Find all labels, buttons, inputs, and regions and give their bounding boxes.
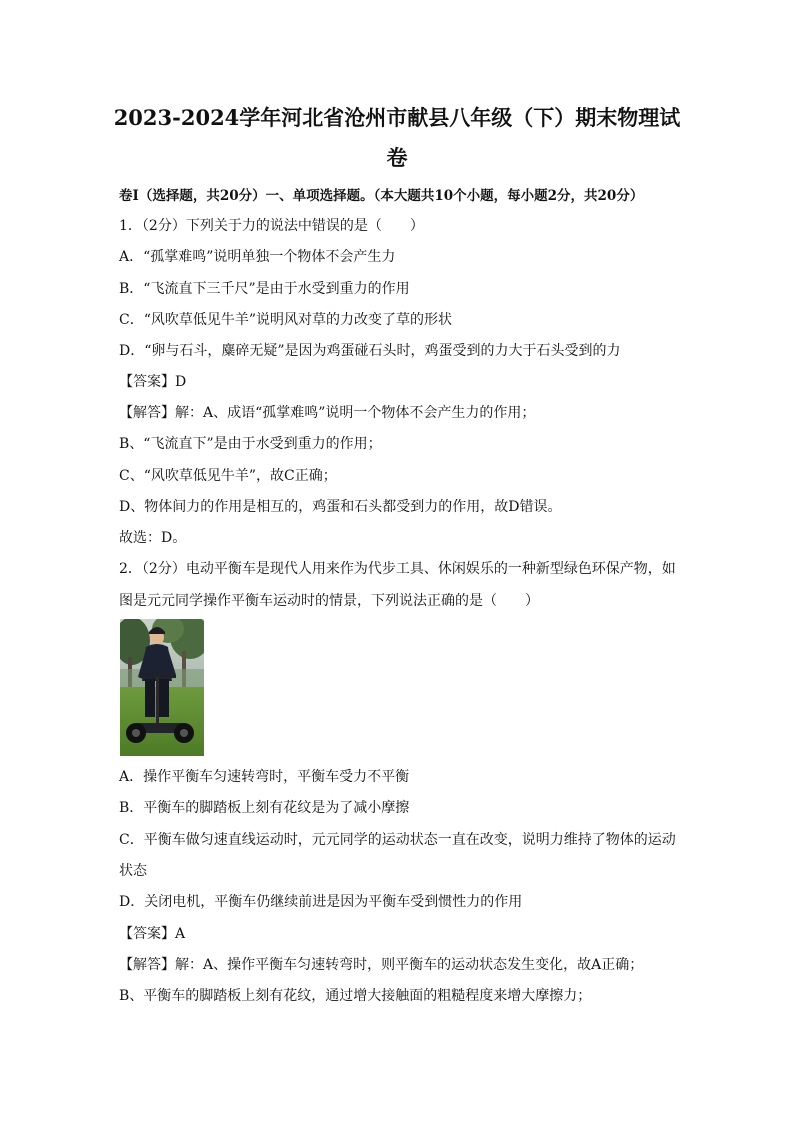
- q1-conclusion: 故选：D。: [119, 530, 187, 546]
- q2-option-c-continued: 状态: [119, 863, 147, 879]
- q2-option-b: B．平衡车的脚踏板上刻有花纹是为了减小摩擦: [119, 800, 410, 816]
- q1-option-a: A．“孤掌难鸣”说明单独一个物体不会产生力: [119, 249, 396, 265]
- q1-analysis-line: B、“飞流直下”是由于水受到重力的作用；: [119, 436, 382, 452]
- q1-stem: 1．（2分）下列关于力的说法中错误的是（ ）: [119, 218, 424, 234]
- segway-photo: [120, 619, 204, 756]
- q2-analysis-line: 【解答】解：A、操作平衡车匀速转弯时，则平衡车的运动状态发生变化，故A正确；: [119, 957, 644, 973]
- q2-option-c: C．平衡车做匀速直线运动时，元元同学的运动状态一直在改变，说明力维持了物体的运动: [119, 832, 676, 848]
- q1-analysis-line: C、“风吹草低见牛羊”，故C正确；: [119, 468, 337, 484]
- q2-stem-continued: 图是元元同学操作平衡车运动时的情景，下列说法正确的是（ ）: [119, 593, 539, 609]
- q2-option-a: A．操作平衡车匀速转弯时，平衡车受力不平衡: [119, 769, 410, 785]
- q2-stem: 2．（2分）电动平衡车是现代人用来作为代步工具、休闲娱乐的一种新型绿色环保产物，如: [119, 561, 676, 577]
- section-header: 卷Ⅰ（选择题，共20分）一、单项选择题。（本大题共10个小题，每小题2分，共20分）: [119, 188, 644, 204]
- q2-option-d: D．关闭电机，平衡车仍继续前进是因为平衡车受到惯性力的作用: [119, 894, 523, 910]
- q1-option-d: D．“卵与石斗，麋碎无疑”是因为鸡蛋碰石头时，鸡蛋受到的力大于石头受到的力: [119, 343, 621, 359]
- page-title: 2023-2024学年河北省沧州市献县八年级（下）期末物理试: [113, 105, 681, 130]
- q2-answer: 【答案】A: [119, 926, 186, 942]
- page-title-continued: 卷: [386, 145, 408, 170]
- q2-analysis-line: B、平衡车的脚踏板上刻有花纹，通过增大接触面的粗糙程度来增大摩擦力；: [119, 988, 592, 1004]
- q1-option-b: B．“飞流直下三千尺”是由于水受到重力的作用: [119, 281, 410, 297]
- q1-analysis-line: D、物体间力的作用是相互的，鸡蛋和石头都受到力的作用，故D错误。: [119, 499, 562, 515]
- q1-analysis-line: 【解答】解：A、成语“孤掌难鸣”说明一个物体不会产生力的作用；: [119, 405, 536, 421]
- q1-option-c: C．“风吹草低见牛羊”说明风对草的力改变了草的形状: [119, 312, 453, 328]
- q1-answer: 【答案】D: [119, 374, 187, 390]
